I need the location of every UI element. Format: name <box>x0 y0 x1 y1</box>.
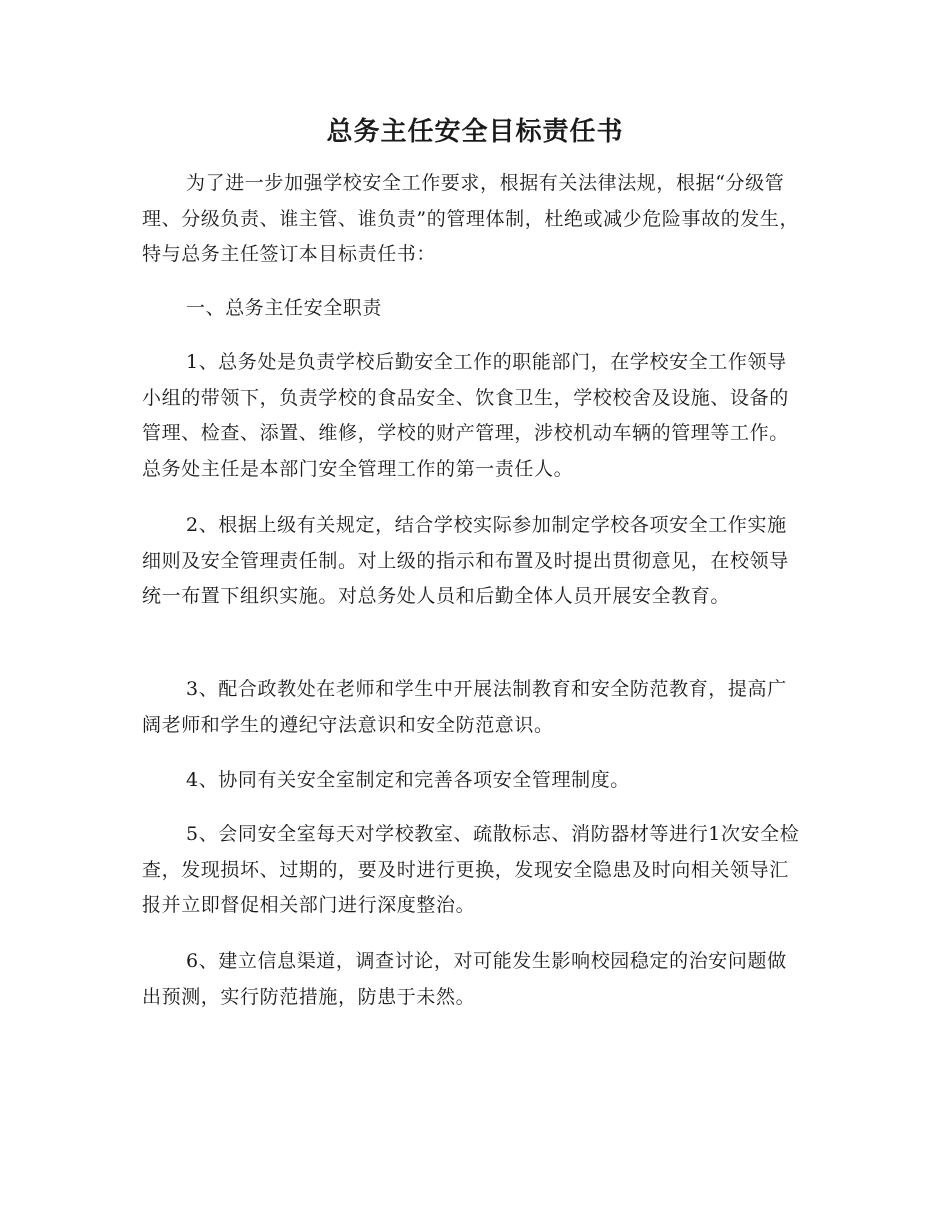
intro-paragraph: 为了进一步加强学校安全工作要求，根据有关法律法规，根据“分级管理、分级负责、谁主管、谁负责”的管理体制，杜绝或减少危险事故的发生，特与总务主任签订本目标责任书： <box>142 172 800 265</box>
duty-item-4: 4、协同有关安全室制定和完善各项安全管理制度。 <box>186 769 630 791</box>
section-heading-duties: 一、总务主任安全职责 <box>186 297 383 319</box>
duty-item-5: 5、会同安全室每天对学校教室、疏散标志、消防器材等进行1次安全检查，发现损坏、过期的，要及时进行更换，发现安全隐患及时向相关领导汇报并立即督促相关部门进行深度整治。 <box>142 823 800 916</box>
document-title: 总务主任安全目标责任书 <box>326 117 624 147</box>
duty-item-6: 6、建立信息渠道，调查讨论，对可能发生影响校园稳定的治安问题做出预测，实行防范措施，防患于未然。 <box>142 950 787 1008</box>
duty-item-3: 3、配合政教处在老师和学生中开展法制教育和安全防范教育，提高广阔老师和学生的遵纪守法意识和安全防范意识。 <box>142 678 787 736</box>
duty-item-2: 2、根据上级有关规定，结合学校实际参加制定学校各项安全工作实施细则及安全管理责任制。对上级的指示和布置及时提出贯彻意见，在校领导统一布置下组织实施。对总务处人员和后勤全体人员开展安全教育。 <box>142 514 789 607</box>
duty-item-1: 1、总务处是负责学校后勤安全工作的职能部门，在学校安全工作领导小组的带领下，负责学校的食品安全、饮食卫生，学校校舍及设施、设备的管理、检查、添置、维修，学校的财产管理，涉校机动车辆的管理等工作。总务处主任是本部门安全管理工作的第一责任人。 <box>142 351 789 480</box>
